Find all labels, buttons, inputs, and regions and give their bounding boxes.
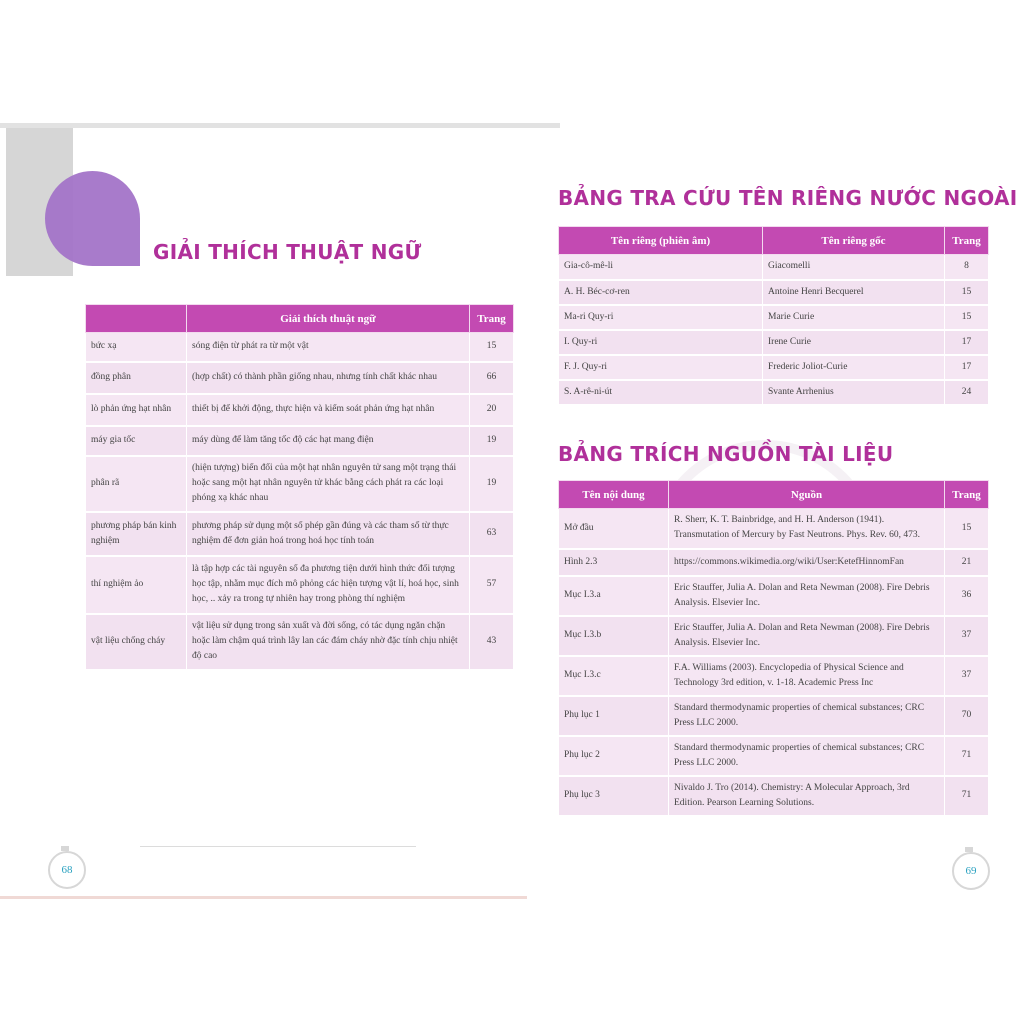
term-cell: phân rã [86,456,187,512]
page-number-right: 69 [952,852,990,890]
phonetic-cell: A. H. Béc-cơ-ren [559,280,763,305]
glossary-header-term [86,305,187,333]
table-row [559,280,989,305]
source-cell: Eric Stauffer, Julia A. Dolan and Reta Newman (2008). Fire Debris Analysis. Elsevier Inc. [669,616,945,656]
table-row [559,380,989,405]
definition-cell: (hiện tượng) biến đổi của một hạt nhân nguyên tử sang một trạng thái hoặc sang một hạt nhân nguyên tử khác bằng cách phát ra các loại phóng xạ khác nhau [187,456,470,512]
page-cell: 19 [470,456,514,512]
table-row [86,362,514,394]
glossary-table [85,304,514,671]
phonetic-cell: Ma-ri Quy-ri [559,305,763,330]
table-row [86,394,514,426]
page-cell: 8 [945,255,989,280]
source-cell: Eric Stauffer, Julia A. Dolan and Reta Newman (2008). Fire Debris Analysis. Elsevier Inc. [669,576,945,616]
bottom-rule [0,896,527,899]
table-row [559,549,989,576]
original-cell: Antoine Henri Becquerel [763,280,945,305]
table-row [86,614,514,670]
page-cell: 17 [945,330,989,355]
source-cell: Nivaldo J. Tro (2014). Chemistry: A Molecular Approach, 3rd Edition. Pearson Learning Solutions. [669,776,945,816]
term-cell: vật liệu chống cháy [86,614,187,670]
page-cell: 20 [470,394,514,426]
content-cell: Mở đầu [559,509,669,549]
table-row [559,736,989,776]
definition-cell: vật liệu sử dụng trong sản xuất và đời sống, có tác dụng ngăn chặn hoặc làm chậm quá trình lây lan các đám cháy nhờ đặc tính chịu nhiệt độ cao [187,614,470,670]
term-cell: đồng phân [86,362,187,394]
page-cell: 21 [945,549,989,576]
names-header-page: Trang [945,227,989,255]
term-cell: lò phản ứng hạt nhân [86,394,187,426]
page-cell: 43 [470,614,514,670]
original-cell: Marie Curie [763,305,945,330]
definition-cell: phương pháp sử dụng một số phép gần đúng và các tham số từ thực nghiệm để đơn giản hoá trong hoá học tính toán [187,512,470,556]
source-cell: F.A. Williams (2003). Encyclopedia of Physical Science and Technology 3rd edition, v. 1-18. Academic Press Inc [669,656,945,696]
definition-cell: máy dùng để làm tăng tốc độ các hạt mang điện [187,426,470,456]
phonetic-cell: F. J. Quy-ri [559,355,763,380]
table-row [86,426,514,456]
table-row [559,330,989,355]
table-row [86,512,514,556]
content-cell: Phụ lục 1 [559,696,669,736]
glossary-header-row [86,305,514,333]
sources-heading: BẢNG TRÍCH NGUỒN TÀI LIỆU [558,442,894,466]
page-cell: 37 [945,656,989,696]
table-row [559,776,989,816]
content-cell: Mục I.3.b [559,616,669,656]
definition-cell: là tập hợp các tài nguyên số đa phương tiện dưới hình thức đối tượng học tập, nhằm mục đích mô phỏng các hiện tượng vật lí, hoá học, sinh học, .. xảy ra trong tự nhiên hay trong phòng thí nghiệm [187,556,470,614]
source-cell: R. Sherr, K. T. Bainbridge, and H. H. Anderson (1941). Transmutation of Mercury by Fast Neutrons. Phys. Rev. 60, 473. [669,509,945,549]
content-cell: Phụ lục 3 [559,776,669,816]
foreign-names-table [558,226,989,406]
page-cell: 17 [945,355,989,380]
content-cell: Phụ lục 2 [559,736,669,776]
page-cell: 71 [945,776,989,816]
content-cell: Mục I.3.a [559,576,669,616]
page-cell: 19 [470,426,514,456]
footer-rule [140,846,416,847]
page-cell: 70 [945,696,989,736]
table-row [559,576,989,616]
top-rule [0,123,560,128]
table-row [86,333,514,362]
purple-drop-shape [45,171,140,266]
page-cell: 15 [945,305,989,330]
glossary-heading: GIẢI THÍCH THUẬT NGỮ [153,240,422,264]
table-row [559,616,989,656]
page-cell: 15 [470,333,514,362]
table-row [86,556,514,614]
table-row [559,355,989,380]
names-header-original: Tên riêng gốc [763,227,945,255]
page-cell: 57 [470,556,514,614]
table-row [559,656,989,696]
names-header-row [559,227,989,255]
source-cell: https://commons.wikimedia.org/wiki/User:KetefHinnomFan [669,549,945,576]
phonetic-cell: S. A-rê-ni-út [559,380,763,405]
page-cell: 66 [470,362,514,394]
page-cell: 63 [470,512,514,556]
page-cell: 36 [945,576,989,616]
sources-header-source: Nguồn [669,481,945,509]
term-cell: máy gia tốc [86,426,187,456]
names-header-phonetic: Tên riêng (phiên âm) [559,227,763,255]
original-cell: Frederic Joliot-Curie [763,355,945,380]
original-cell: Svante Arrhenius [763,380,945,405]
glossary-header-definition: Giải thích thuật ngữ [187,305,470,333]
source-cell: Standard thermodynamic properties of chemical substances; CRC Press LLC 2000. [669,736,945,776]
table-row [559,696,989,736]
table-row [559,305,989,330]
page-cell: 24 [945,380,989,405]
definition-cell: sóng điện từ phát ra từ một vật [187,333,470,362]
source-cell: Standard thermodynamic properties of chemical substances; CRC Press LLC 2000. [669,696,945,736]
original-cell: Irene Curie [763,330,945,355]
page-number-left: 68 [48,851,86,889]
page-cell: 37 [945,616,989,656]
page-cell: 15 [945,280,989,305]
sources-header-content: Tên nội dung [559,481,669,509]
term-cell: phương pháp bán kinh nghiệm [86,512,187,556]
definition-cell: thiết bị để khởi động, thực hiện và kiểm soát phản ứng hạt nhân [187,394,470,426]
table-row [559,509,989,549]
page-cell: 15 [945,509,989,549]
content-cell: Hình 2.3 [559,549,669,576]
original-cell: Giacomelli [763,255,945,280]
term-cell: bức xạ [86,333,187,362]
definition-cell: (hợp chất) có thành phần giống nhau, nhưng tính chất khác nhau [187,362,470,394]
table-row [559,255,989,280]
sources-header-page: Trang [945,481,989,509]
sources-table [558,480,989,817]
glossary-header-page: Trang [470,305,514,333]
page-cell: 71 [945,736,989,776]
phonetic-cell: Gia-cô-mê-li [559,255,763,280]
content-cell: Mục I.3.c [559,656,669,696]
names-heading: BẢNG TRA CỨU TÊN RIÊNG NƯỚC NGOÀI [558,186,1018,210]
table-row [86,456,514,512]
sources-header-row [559,481,989,509]
term-cell: thí nghiệm ảo [86,556,187,614]
phonetic-cell: I. Quy-ri [559,330,763,355]
